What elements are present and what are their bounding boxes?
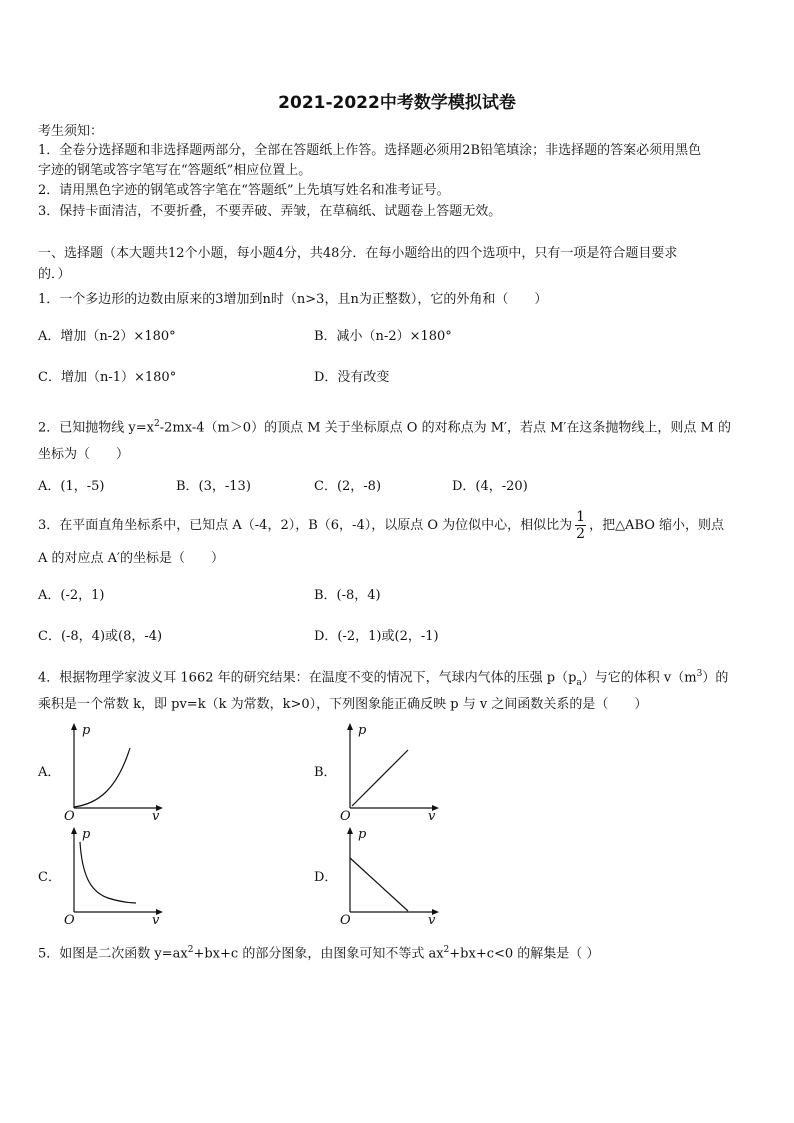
origin-label: O bbox=[340, 913, 351, 928]
q5-stem-part-c: +bx+c<0 的解集是（ ） bbox=[449, 946, 600, 962]
q5-stem-part-b: +bx+c 的部分图象，由图象可知不等式 ax bbox=[193, 946, 444, 962]
q2-option-b: B．(3，-13) bbox=[176, 479, 251, 494]
section-heading-line-1: 一、选择题（本大题共12个小题，每小题4分，共48分．在每小题给出的四个选项中，只有一项是符合题目要求 bbox=[38, 246, 678, 261]
q4-graph-c bbox=[60, 824, 170, 928]
notice-item-3: 3．保持卡面清洁，不要折叠，不要弄破、弄皱，在草稿纸、试题卷上答题无效。 bbox=[38, 204, 502, 219]
q4-graph-b bbox=[336, 720, 446, 824]
q3-fraction-denominator: 2 bbox=[576, 526, 586, 542]
axis-label-p: p bbox=[358, 723, 367, 738]
axis-label-v: v bbox=[152, 913, 160, 928]
axis-label-v: v bbox=[428, 809, 436, 824]
q3-option-c: C．(-8，4)或(8，-4) bbox=[38, 629, 163, 644]
graph-curve bbox=[74, 748, 130, 807]
q3-ratio-fraction bbox=[575, 509, 586, 542]
graph-line bbox=[352, 750, 408, 806]
axis-label-v: v bbox=[152, 809, 160, 824]
q1-stem: 1．一个多边形的边数由原来的3增加到n时（n>3，且n为正整数），它的外角和（ ） bbox=[38, 292, 548, 307]
q1-option-c: C．增加（n-1）×180° bbox=[38, 370, 177, 385]
q5-stem bbox=[38, 940, 599, 964]
q3-stem-line-2: A 的对应点 A′的坐标是（ ） bbox=[38, 551, 224, 566]
notice-item-1-line-2: 字迹的钢笔或答字笔写在“答题纸”相应位置上。 bbox=[38, 163, 312, 178]
q3-stem-part-b: ，把△ABO 缩小，则点 bbox=[589, 518, 725, 533]
axis-label-p: p bbox=[82, 723, 91, 738]
q5-superscript-2: 2 bbox=[443, 945, 450, 955]
notice-heading: 考生须知： bbox=[38, 124, 104, 139]
q4-graph-d bbox=[336, 824, 446, 928]
q3-fraction-numerator: 1 bbox=[576, 509, 586, 525]
q4-stem-superscript: 3 bbox=[696, 669, 703, 679]
q2-stem-part-a: 2．已知抛物线 y=x bbox=[38, 420, 154, 436]
q4-stem-line-2: 乘积是一个常数 k，即 pv=k（k 为常数，k>0），下列图象能正确反映 p 与 v 之间函数关系的是（ ） bbox=[38, 697, 648, 712]
q5-superscript-1: 2 bbox=[187, 945, 194, 955]
q2-stem-line-2: 坐标为（ ） bbox=[38, 447, 130, 462]
q2-stem-superscript: 2 bbox=[153, 419, 160, 429]
section-heading-line-2: 的．） bbox=[38, 267, 71, 282]
q4-stem-subscript: a bbox=[576, 677, 582, 688]
y-axis-arrow bbox=[71, 723, 77, 730]
q3-option-d: D．(-2，1)或(2，-1) bbox=[314, 629, 439, 644]
q1-option-d: D．没有改变 bbox=[314, 370, 390, 385]
page-title: 2021-2022中考数学模拟试卷 bbox=[278, 93, 516, 113]
origin-label: O bbox=[64, 809, 75, 824]
q1-option-a: A．增加（n-2）×180° bbox=[38, 329, 176, 344]
q4-option-b-label: B． bbox=[314, 765, 337, 780]
q2-option-d: D．(4，-20) bbox=[452, 479, 528, 494]
notice-item-2: 2．请用黑色字迹的钢笔或答字笔在“答题纸”上先填写姓名和准考证号。 bbox=[38, 183, 450, 198]
q4-graph-a bbox=[60, 720, 170, 824]
y-axis-arrow bbox=[347, 827, 353, 834]
q3-option-a: A．(-2，1) bbox=[38, 588, 105, 603]
q2-option-c: C．(2，-8) bbox=[314, 479, 382, 494]
q2-stem-part-b: -2mx-4（m＞0）的顶点 M 关于坐标原点 O 的对称点为 M′，若点 M′在这条抛物线上，则点 M 的 bbox=[159, 420, 731, 436]
axis-label-p: p bbox=[358, 827, 367, 842]
notice-item-1-line-1: 1．全卷分选择题和非选择题两部分，全部在答题纸上作答。选择题必须用2B铅笔填涂；非选择题的答案必须用黑色 bbox=[38, 143, 702, 158]
q2-option-a: A．(1，-5) bbox=[38, 479, 105, 494]
origin-label: O bbox=[340, 809, 351, 824]
y-axis-arrow bbox=[347, 723, 353, 730]
q4-stem-line-1 bbox=[38, 664, 728, 693]
axis-label-p: p bbox=[82, 827, 91, 842]
q1-option-b: B．减小（n-2）×180° bbox=[314, 329, 452, 344]
y-axis-arrow bbox=[71, 827, 77, 834]
q2-stem-line-1 bbox=[38, 414, 731, 438]
q4-option-a-label: A． bbox=[38, 765, 61, 780]
q4-stem-part-a: 4．根据物理学家波义耳 1662 年的研究结果：在温度不变的情况下，气球内气体的压强 p（p bbox=[38, 670, 577, 686]
q3-option-b: B．(-8，4) bbox=[314, 588, 381, 603]
graph-line bbox=[350, 858, 408, 911]
q4-stem-part-c: ）的 bbox=[702, 670, 729, 686]
q5-stem-part-a: 5．如图是二次函数 y=ax bbox=[38, 946, 188, 962]
q3-stem-line-1 bbox=[38, 508, 724, 544]
q4-stem-part-b: ）与它的体积 v（m bbox=[581, 670, 697, 686]
q3-stem-part-a: 3．在平面直角坐标系中，已知点 A（-4，2），B（6，-4），以原点 O 为位似中心，相似比为 bbox=[38, 518, 573, 533]
q4-option-d-label: D． bbox=[314, 870, 338, 885]
axis-label-v: v bbox=[428, 913, 436, 928]
q4-option-c-label: C． bbox=[38, 870, 61, 885]
graph-curve bbox=[80, 842, 136, 903]
origin-label: O bbox=[64, 913, 75, 928]
